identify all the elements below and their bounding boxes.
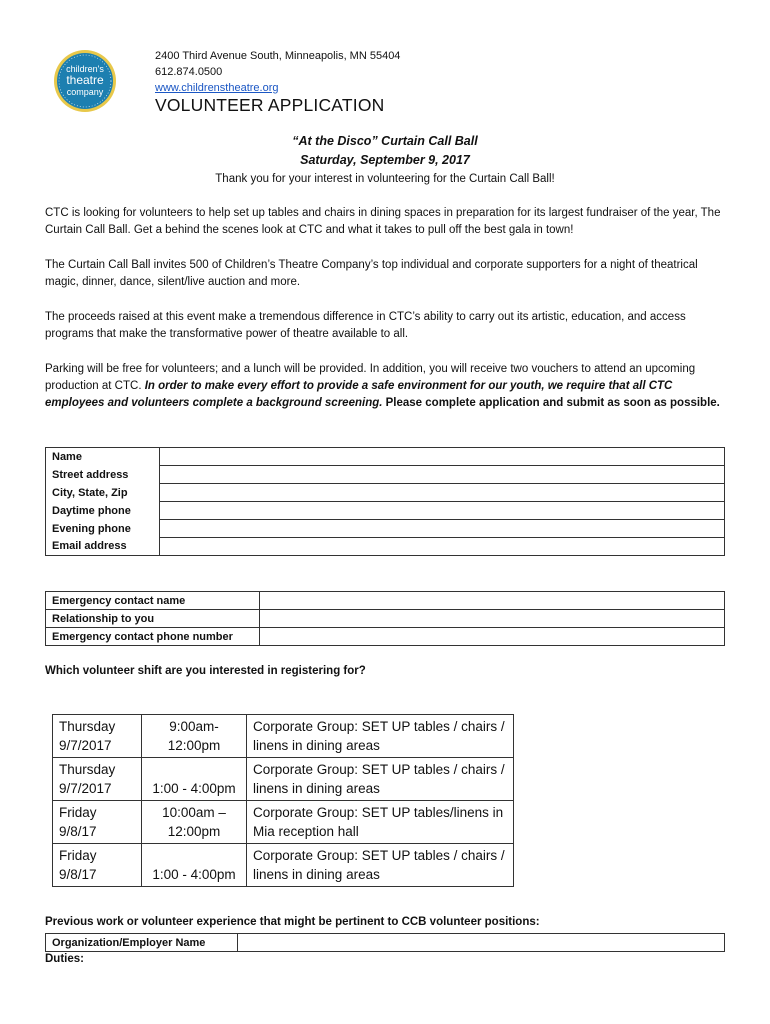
- ball-paragraph: The Curtain Call Ball invites 500 of Children’s Theatre Company’s top individual and corporate supporters for a night of theatrical magic, dinner, dance, silent/live auction and more.: [45, 259, 698, 288]
- contact-label: Name: [46, 448, 160, 466]
- emergency-row: [46, 628, 725, 646]
- shift-desc-cell: [247, 758, 514, 801]
- contact-input[interactable]: [160, 484, 725, 502]
- shift-date: 9/7/2017: [59, 781, 112, 796]
- shift-row[interactable]: [53, 715, 514, 758]
- shift-desc-line1: Corporate Group: SET UP tables / chairs /: [253, 719, 505, 734]
- shift-desc-line2: linens in dining areas: [253, 867, 380, 882]
- shift-time-cell: [142, 844, 247, 887]
- event-name: “At the Disco” Curtain Call Ball: [292, 134, 478, 148]
- proceeds-paragraph: The proceeds raised at this event make a tremendous difference in CTC’s ability to carry out its artistic, education, and access programs that make the transformative power of theatre available to all.: [45, 311, 686, 340]
- shift-time-end: 1:00 - 4:00pm: [152, 867, 236, 882]
- org-input[interactable]: [238, 934, 725, 952]
- shift-row[interactable]: [53, 844, 514, 887]
- shift-time-cell: [142, 715, 247, 758]
- shift-date: 9/8/17: [59, 867, 97, 882]
- emergency-label: Emergency contact phone number: [46, 628, 260, 646]
- shift-date: 9/8/17: [59, 824, 97, 839]
- shift-day-cell: [53, 758, 142, 801]
- website-link[interactable]: www.childrenstheatre.org: [155, 82, 279, 94]
- contact-label: City, State, Zip: [46, 484, 160, 502]
- shift-time-start: [148, 846, 240, 865]
- shift-day: Thursday: [59, 719, 116, 734]
- shift-desc-line1: Corporate Group: SET UP tables / chairs /: [253, 848, 505, 863]
- shift-time-start: 9:00am-: [169, 719, 219, 734]
- contact-row: [46, 520, 725, 538]
- address-block: [155, 48, 400, 96]
- shift-time-end: 12:00pm: [167, 738, 221, 753]
- shift-date: 9/7/2017: [59, 738, 112, 753]
- shifts-table: [52, 714, 514, 887]
- shift-day-cell: [53, 801, 142, 844]
- emergency-label: Relationship to you: [46, 610, 260, 628]
- emergency-row: [46, 592, 725, 610]
- emergency-table: [45, 591, 725, 646]
- shift-day: Friday: [59, 848, 97, 863]
- contact-input[interactable]: [160, 502, 725, 520]
- experience-question: Previous work or volunteer experience that might be pertinent to CCB volunteer positions:: [45, 916, 540, 928]
- screening-text: In order to make every effort to provide a safe environment for our youth, we require that all CTC employees and volunteers complete a background screening.: [45, 380, 673, 409]
- shift-time-start: [148, 760, 240, 779]
- shift-time-cell: [142, 801, 247, 844]
- shift-desc-line2: linens in dining areas: [253, 738, 380, 753]
- contact-label: Email address: [46, 538, 160, 556]
- contact-label: Street address: [46, 466, 160, 484]
- duties-label: Duties:: [45, 953, 84, 965]
- thanks-text: Thank you for your interest in volunteering for the Curtain Call Ball!: [215, 173, 555, 185]
- logo-line2: theatre: [66, 73, 104, 87]
- shift-desc-cell: [247, 715, 514, 758]
- shift-time-end: 12:00pm: [167, 824, 221, 839]
- shift-desc-cell: [247, 801, 514, 844]
- shift-desc-cell: [247, 844, 514, 887]
- org-label: Organization/Employer Name: [46, 934, 238, 952]
- contact-row: [46, 502, 725, 520]
- shift-day-cell: [53, 715, 142, 758]
- emergency-input[interactable]: [260, 592, 725, 610]
- page-title: VOLUNTEER APPLICATION: [155, 95, 385, 115]
- parking-paragraph: [45, 361, 725, 412]
- logo-line1: children's: [66, 64, 104, 74]
- intro-paragraph: CTC is looking for volunteers to help set up tables and chairs in dining spaces in preparation for its largest fundraiser of the year, The Curtain Call Ball. Get a behind the scenes look at CTC and what it takes to pull off the best gala in town!: [45, 207, 721, 236]
- contact-input[interactable]: [160, 448, 725, 466]
- experience-table: [45, 933, 725, 952]
- contact-input[interactable]: [160, 538, 725, 556]
- emergency-input[interactable]: [260, 628, 725, 646]
- parking-text: Parking will be free for volunteers; and a lunch will be provided. In addition, you will receive two vouchers to attend an upcoming production at CTC.: [45, 363, 696, 392]
- shift-row[interactable]: [53, 801, 514, 844]
- shift-day: Thursday: [59, 762, 116, 777]
- logo-line3: company: [66, 87, 104, 97]
- emergency-input[interactable]: [260, 610, 725, 628]
- emergency-label: Emergency contact name: [46, 592, 260, 610]
- ctc-logo: [52, 48, 118, 114]
- emergency-row: [46, 610, 725, 628]
- shift-day-cell: [53, 844, 142, 887]
- contact-row: [46, 484, 725, 502]
- contact-label: Evening phone: [46, 520, 160, 538]
- contact-input[interactable]: [160, 520, 725, 538]
- shift-row[interactable]: [53, 758, 514, 801]
- contact-input[interactable]: [160, 466, 725, 484]
- contact-table: [45, 447, 725, 556]
- shift-question: Which volunteer shift are you interested in registering for?: [45, 665, 366, 677]
- submit-text: Please complete application and submit as soon as possible.: [382, 397, 720, 409]
- shift-desc-line2: linens in dining areas: [253, 781, 380, 796]
- shift-day: Friday: [59, 805, 97, 820]
- shift-desc-line1: Corporate Group: SET UP tables / chairs /: [253, 762, 505, 777]
- event-date: Saturday, September 9, 2017: [300, 153, 470, 167]
- shift-time-cell: [142, 758, 247, 801]
- contact-row: [46, 538, 725, 556]
- shift-time-start: 10:00am –: [162, 805, 226, 820]
- shift-desc-line2: Mia reception hall: [253, 824, 359, 839]
- contact-row: [46, 448, 725, 466]
- shift-desc-line1: Corporate Group: SET UP tables/linens in: [253, 805, 504, 820]
- contact-row: [46, 466, 725, 484]
- address: 2400 Third Avenue South, Minneapolis, MN 55404: [155, 50, 401, 62]
- shift-time-end: 1:00 - 4:00pm: [152, 781, 236, 796]
- phone: 612.874.0500: [155, 66, 223, 78]
- contact-label: Daytime phone: [46, 502, 160, 520]
